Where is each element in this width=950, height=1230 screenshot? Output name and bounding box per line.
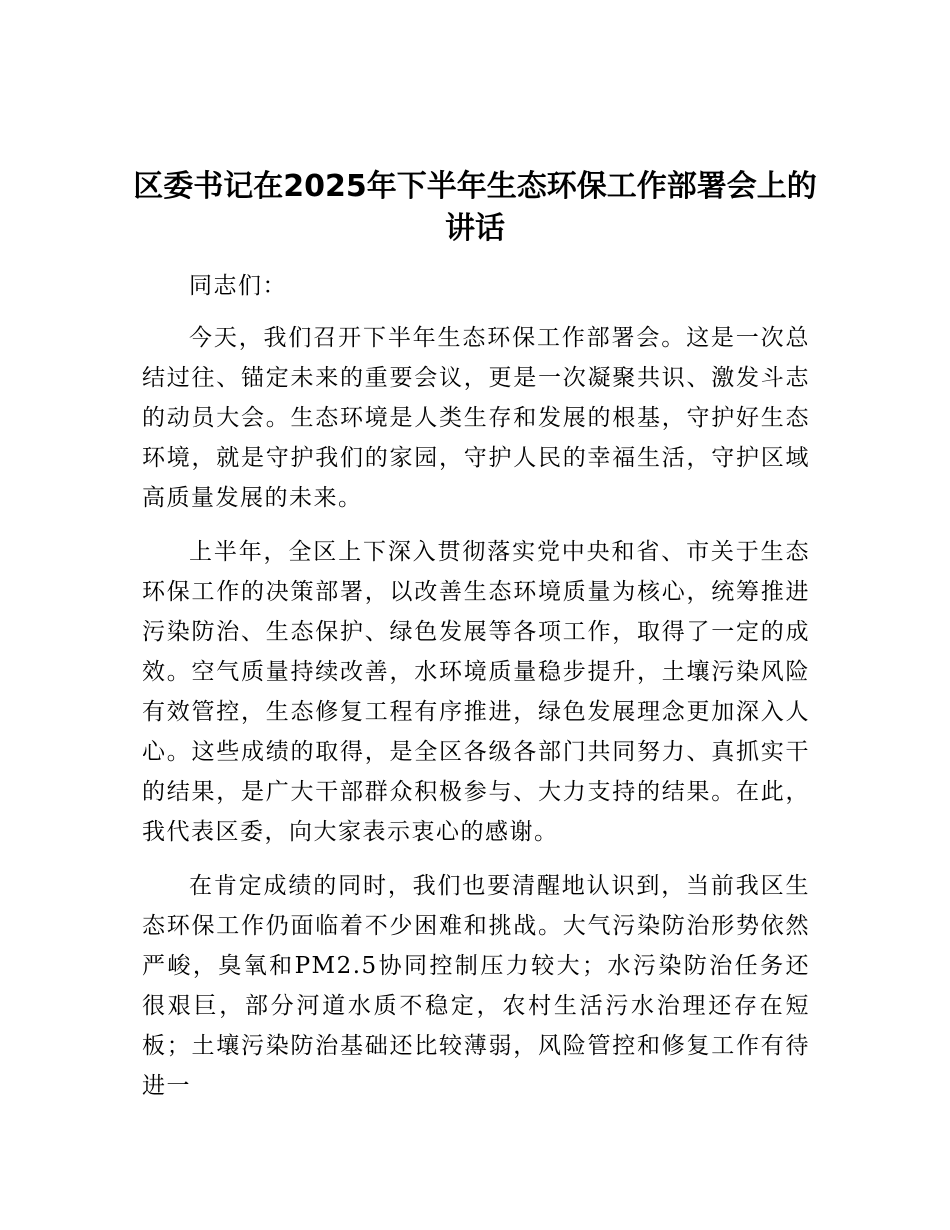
paragraph-opening: 今天，我们召开下半年生态环保工作部署会。这是一次总结过往、锚定未来的重要会议，更是一次凝聚共识、激发斗志的动员大会。生态环境是人类生存和发展的根基，守护好生态环境，就是守护我们的家园，守护人民的幸福生活，守护区域高质量发展的未来。 bbox=[142, 325, 810, 511]
document-body bbox=[142, 266, 810, 1120]
paragraph-challenges: 在肯定成绩的同时，我们也要清醒地认识到，当前我区生态环保工作仍面临着不少困难和挑战。大气污染防治形势依然严峻，臭氧和PM2.5协同控制压力较大；水污染防治任务还很艰巨，部分河道水质不稳定，农村生活污水治理还存在短板；土壤污染防治基础还比较薄弱，风险管控和修复工作有待进一 bbox=[142, 873, 810, 1099]
salutation: 同志们： bbox=[189, 273, 287, 299]
document-title: 区委书记在2025年下半年生态环保工作部署会上的讲话 bbox=[133, 169, 817, 246]
paragraph-achievements: 上半年，全区上下深入贯彻落实党中央和省、市关于生态环保工作的决策部署，以改善生态环境质量为核心，统筹推进污染防治、生态保护、绿色发展等各项工作，取得了一定的成效。空气质量持续改善，水环境质量稳步提升，土壤污染风险有效管控，生态修复工程有序推进，绿色发展理念更加深入人心。这些成绩的取得，是全区各级各部门共同努力、真抓实干的结果，是广大干部群众积极参与、大力支持的结果。在此，我代表区委，向大家表示衷心的感谢。 bbox=[142, 539, 810, 845]
